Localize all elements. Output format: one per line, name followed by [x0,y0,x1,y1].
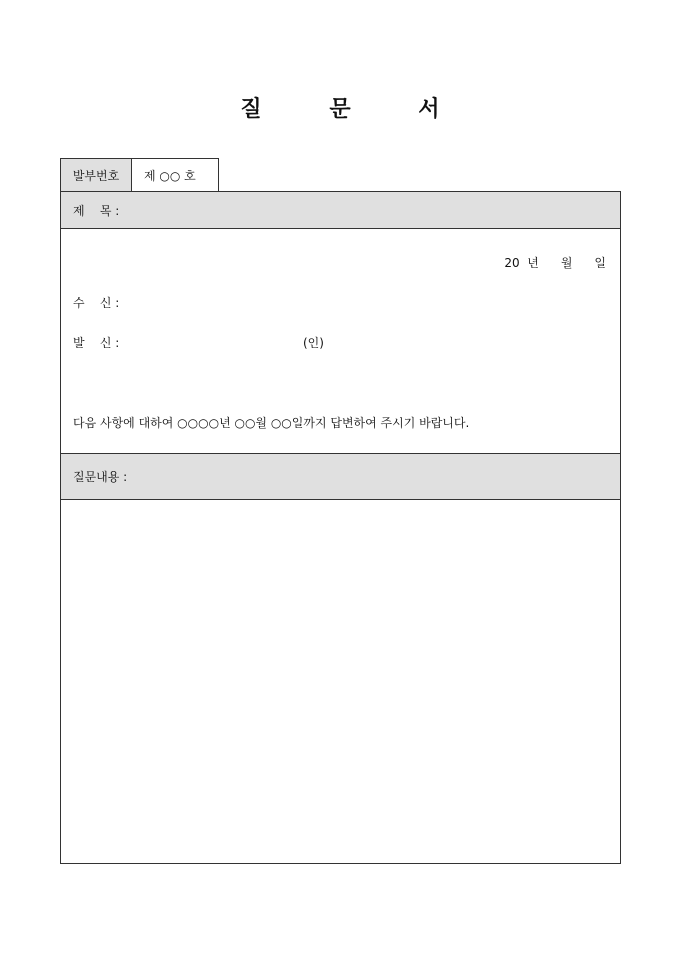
title-char-2: 문 [329,96,351,122]
title-char-1: 질 [240,96,262,122]
subject-label: 제 목 : [73,203,120,218]
seal-mark: (인) [303,336,324,350]
doc-number-value[interactable]: 제 ○○ 호 [144,168,196,183]
date-line[interactable] [504,254,606,271]
document-title [0,92,680,123]
question-form [60,191,621,864]
doc-number-box [60,158,219,191]
request-text: 다음 사항에 대하여 ○○○○년 ○○월 ○○일까지 답변하여 주시기 바랍니다. [73,416,470,430]
sender-label[interactable]: 발 신 : [73,336,120,350]
title-char-3: 서 [418,96,440,122]
doc-number-label: 발부번호 [61,159,132,191]
question-content-area[interactable] [61,499,620,863]
recipient-label[interactable]: 수 신 : [73,296,120,310]
form-body [61,228,620,452]
question-label: 질문내용 : [73,470,128,484]
date-day: 일 [594,256,606,270]
subject-row[interactable] [61,192,620,229]
question-row [61,453,620,500]
date-year: 20 년 [504,256,539,270]
date-month: 월 [560,256,573,270]
